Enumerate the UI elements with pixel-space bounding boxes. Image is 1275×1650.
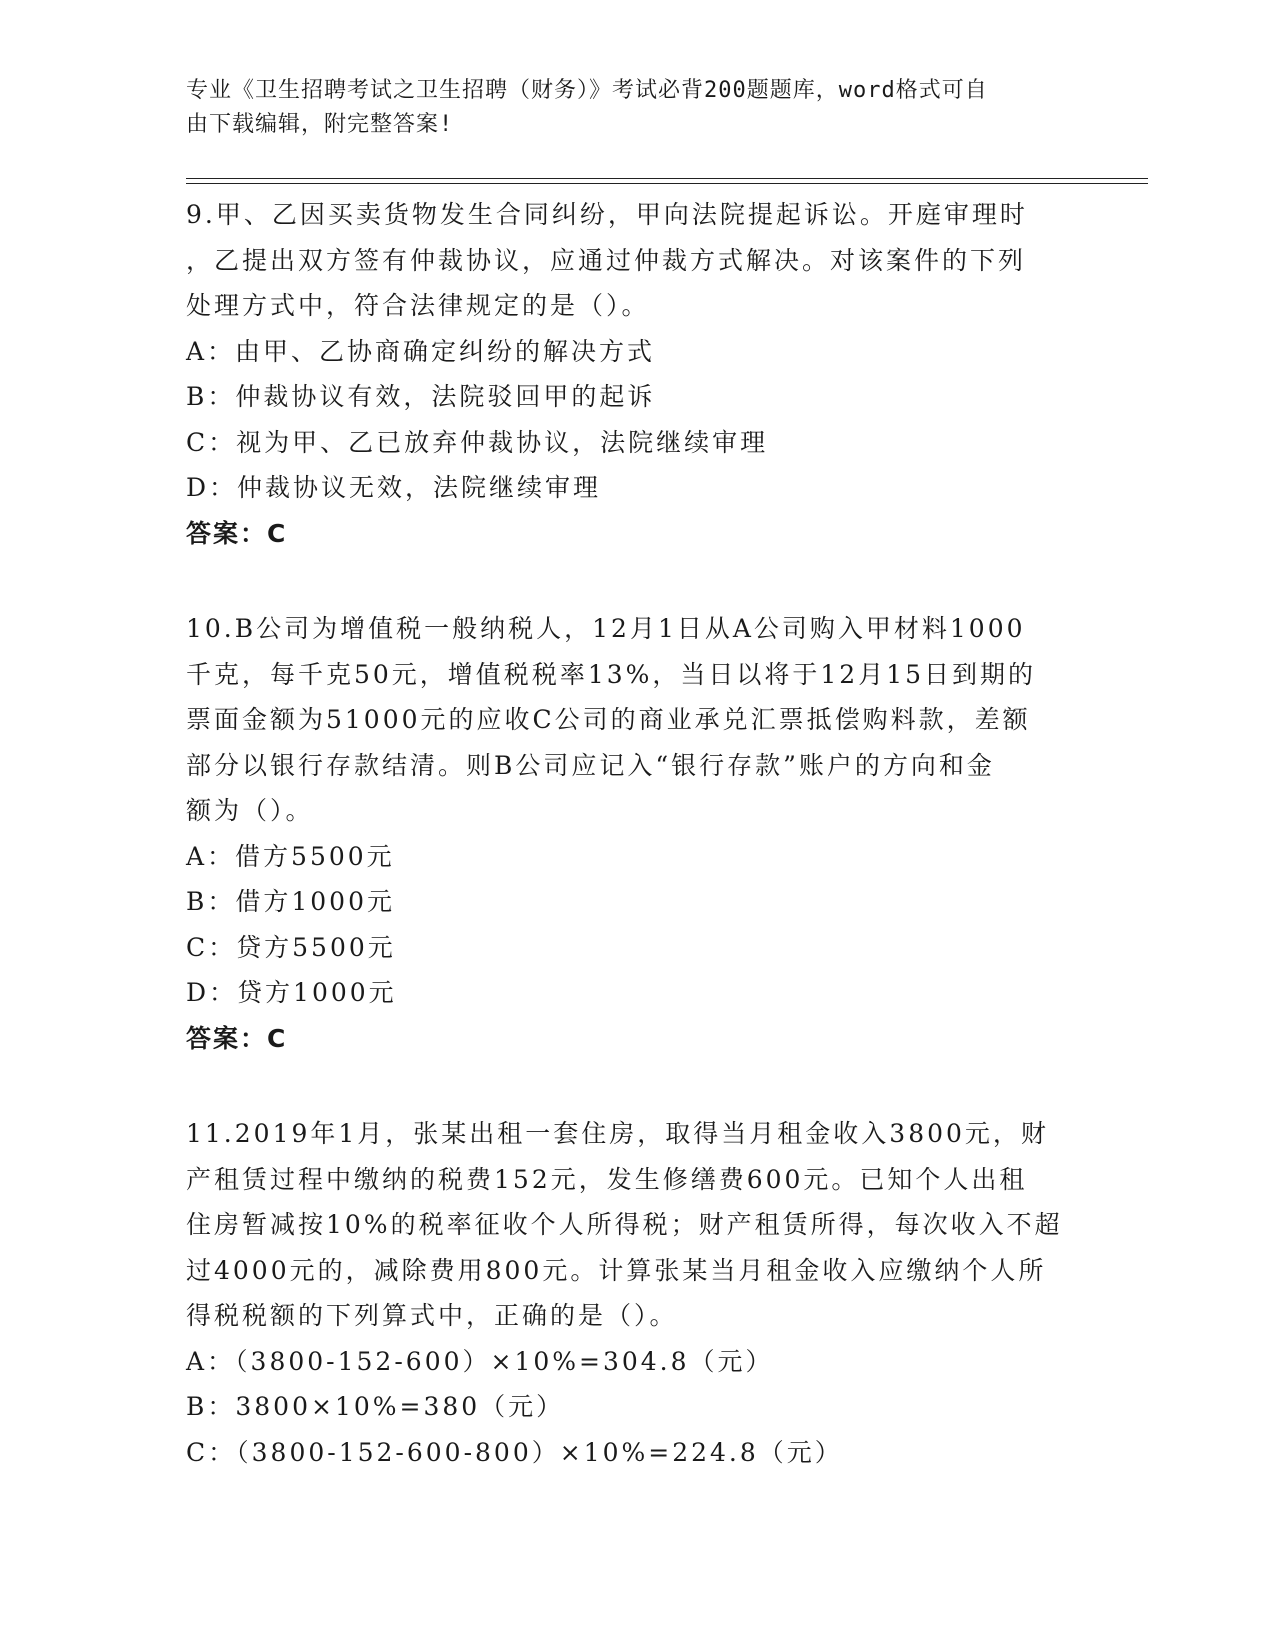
option-b: B：借方1000元 [186,887,395,916]
question-text-line: 得税税额的下列算式中，正确的是（）。 [186,1301,678,1330]
header-title-line-2: 由下载编辑，附完整答案! [186,112,454,137]
header-divider-top [186,178,1148,179]
question-text-line: 票面金额为51000元的应收C公司的商业承兑汇票抵偿购料款，差额 [186,705,1031,734]
option-a: A：（3800-152-600）×10%=304.8（元） [186,1346,774,1376]
question-text-line: 住房暂减按10%的税率征收个人所得税；财产租赁所得，每次收入不超 [186,1210,1063,1239]
question-text-line: 产租赁过程中缴纳的税费152元，发生修缮费600元。已知个人出租 [186,1164,1028,1194]
question-10 [186,606,1086,1061]
question-text-line: 10.B公司为增值税一般纳税人，12月1日从A公司购入甲材料1000 [186,614,1026,643]
option-c: C：视为甲、乙已放弃仲裁协议，法院继续审理 [186,427,769,457]
header-title-line-1: 专业《卫生招聘考试之卫生招聘（财务）》考试必背200题题库，word格式可自 [186,78,988,103]
question-text-line: 千克，每千克50元，增值税税率13%，当日以将于12月15日到期的 [186,659,1037,689]
document-header [186,74,1066,142]
option-c: C：贷方5500元 [186,932,396,962]
option-a: A：由甲、乙协商确定纠纷的解决方式 [186,336,656,366]
option-b: B：3800×10%=380（元） [186,1392,565,1421]
question-text-line: 过4000元的，减除费用800元。计算张某当月租金收入应缴纳个人所 [186,1255,1047,1285]
option-b: B：仲裁协议有效，法院驳回甲的起诉 [186,382,656,411]
question-11 [186,1111,1086,1475]
header-divider-bottom [186,183,1148,184]
question-9 [186,192,1086,556]
question-text-line: 9.甲、乙因买卖货物发生合同纠纷，甲向法院提起诉讼。开庭审理时 [186,200,1028,229]
option-c: C：（3800-152-600-800）×10%=224.8（元） [186,1437,843,1467]
answer: 答案：C [186,1023,288,1053]
option-d: D：贷方1000元 [186,978,397,1007]
question-text-line: 额为（）。 [186,796,314,825]
question-text-line: 处理方式中，符合法律规定的是（）。 [186,291,650,320]
option-a: A：借方5500元 [186,841,395,871]
answer: 答案：C [186,518,288,548]
option-d: D：仲裁协议无效，法院继续审理 [186,473,602,502]
question-text-line: ，乙提出双方签有仲裁协议，应通过仲裁方式解决。对该案件的下列 [186,245,1027,275]
question-text-line: 部分以银行存款结清。则B公司应记入“银行存款”账户的方向和金 [186,750,995,780]
question-list [186,192,1086,1475]
question-text-line: 11.2019年1月，张某出租一套住房，取得当月租金收入3800元，财 [186,1119,1049,1148]
